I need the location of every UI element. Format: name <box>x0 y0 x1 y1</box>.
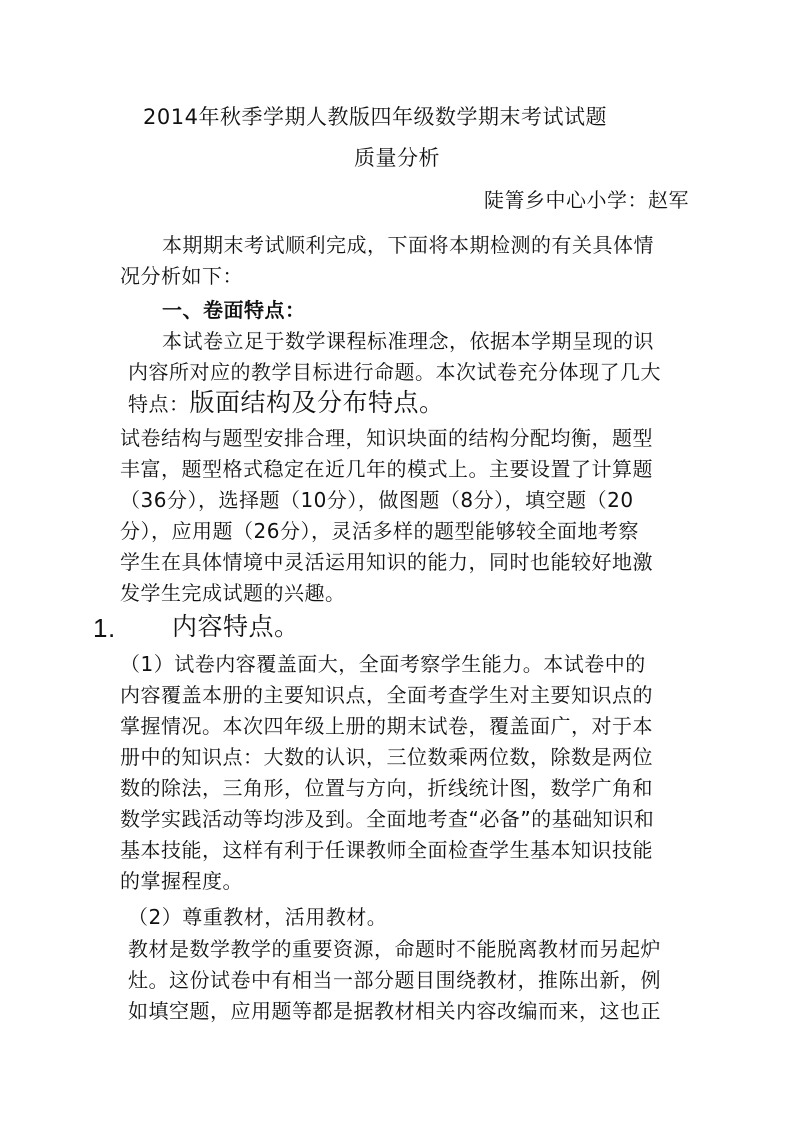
paragraph-line: 内容覆盖本册的主要知识点，全面考查学生对主要知识点的 <box>120 683 653 707</box>
paragraph-line: 数学实践活动等均涉及到。全面地考查“必备”的基础知识和 <box>120 807 655 831</box>
paragraph-line-mixed <box>128 389 445 418</box>
list-item-heading: 内容特点。 <box>172 612 300 641</box>
paragraph-line: 如填空题，应用题等都是据教材相关内容改编而来，这也正 <box>128 999 661 1023</box>
paragraph-line: 发学生完成试题的兴趣。 <box>120 581 346 605</box>
paragraph-line: 基本技能，这样有利于任课教师全面检查学生基本知识技能 <box>120 838 653 862</box>
author-line: 陡箐乡中心小学：赵军 <box>484 188 689 212</box>
paragraph-line: 灶。这份试卷中有相当一部分题目围绕教材，推陈出新，例 <box>128 968 661 992</box>
paragraph-line: 丰富，题型格式稳定在近几年的模式上。主要设置了计算题 <box>120 457 653 481</box>
paragraph-line: 本试卷立足于数学课程标准理念，依据本学期呈现的识 <box>162 329 654 353</box>
paragraph-line: 册中的知识点：大数的认识，三位数乘两位数，除数是两位 <box>120 745 653 769</box>
intro-line-2: 况分析如下： <box>120 264 243 288</box>
paragraph-line: 掌握情况。本次四年级上册的期末试卷，覆盖面广，对于本 <box>120 714 653 738</box>
paragraph-line: 试卷结构与题型安排合理，知识块面的结构分配均衡，题型 <box>120 426 653 450</box>
layout-structure-heading: 版面结构及分布特点。 <box>189 388 445 417</box>
paragraph-line: 学生在具体情境中灵活运用知识的能力，同时也能较好地激 <box>120 550 653 574</box>
paragraph-line: （36分），选择题（10分），做图题（8分），填空题（20 <box>120 488 634 512</box>
paragraph-line: （1）试卷内容覆盖面大，全面考察学生能力。本试卷中的 <box>120 652 646 676</box>
features-label: 特点： <box>128 392 190 416</box>
document-subtitle: 质量分析 <box>354 146 440 170</box>
intro-line-1: 本期期末考试顺利完成，下面将本期检测的有关具体情 <box>162 233 654 257</box>
section-heading: 一、卷面特点： <box>162 298 306 322</box>
list-item-number: 1. <box>93 613 116 643</box>
paragraph-line: 数的除法，三角形，位置与方向，折线统计图，数学广角和 <box>120 776 653 800</box>
paragraph-line: 分），应用题（26分），灵活多样的题型能够较全面地考察 <box>120 519 639 543</box>
paragraph-line: 教材是数学教学的重要资源，命题时不能脱离教材而另起炉 <box>128 937 661 961</box>
subsection-heading: （2）尊重教材，活用教材。 <box>128 905 388 929</box>
paragraph-line: 的掌握程度。 <box>120 869 243 893</box>
document-title: 2014年秋季学期人教版四年级数学期末考试试题 <box>143 105 607 129</box>
paragraph-line: 内容所对应的教学目标进行命题。本次试卷充分体现了几大 <box>128 360 661 384</box>
